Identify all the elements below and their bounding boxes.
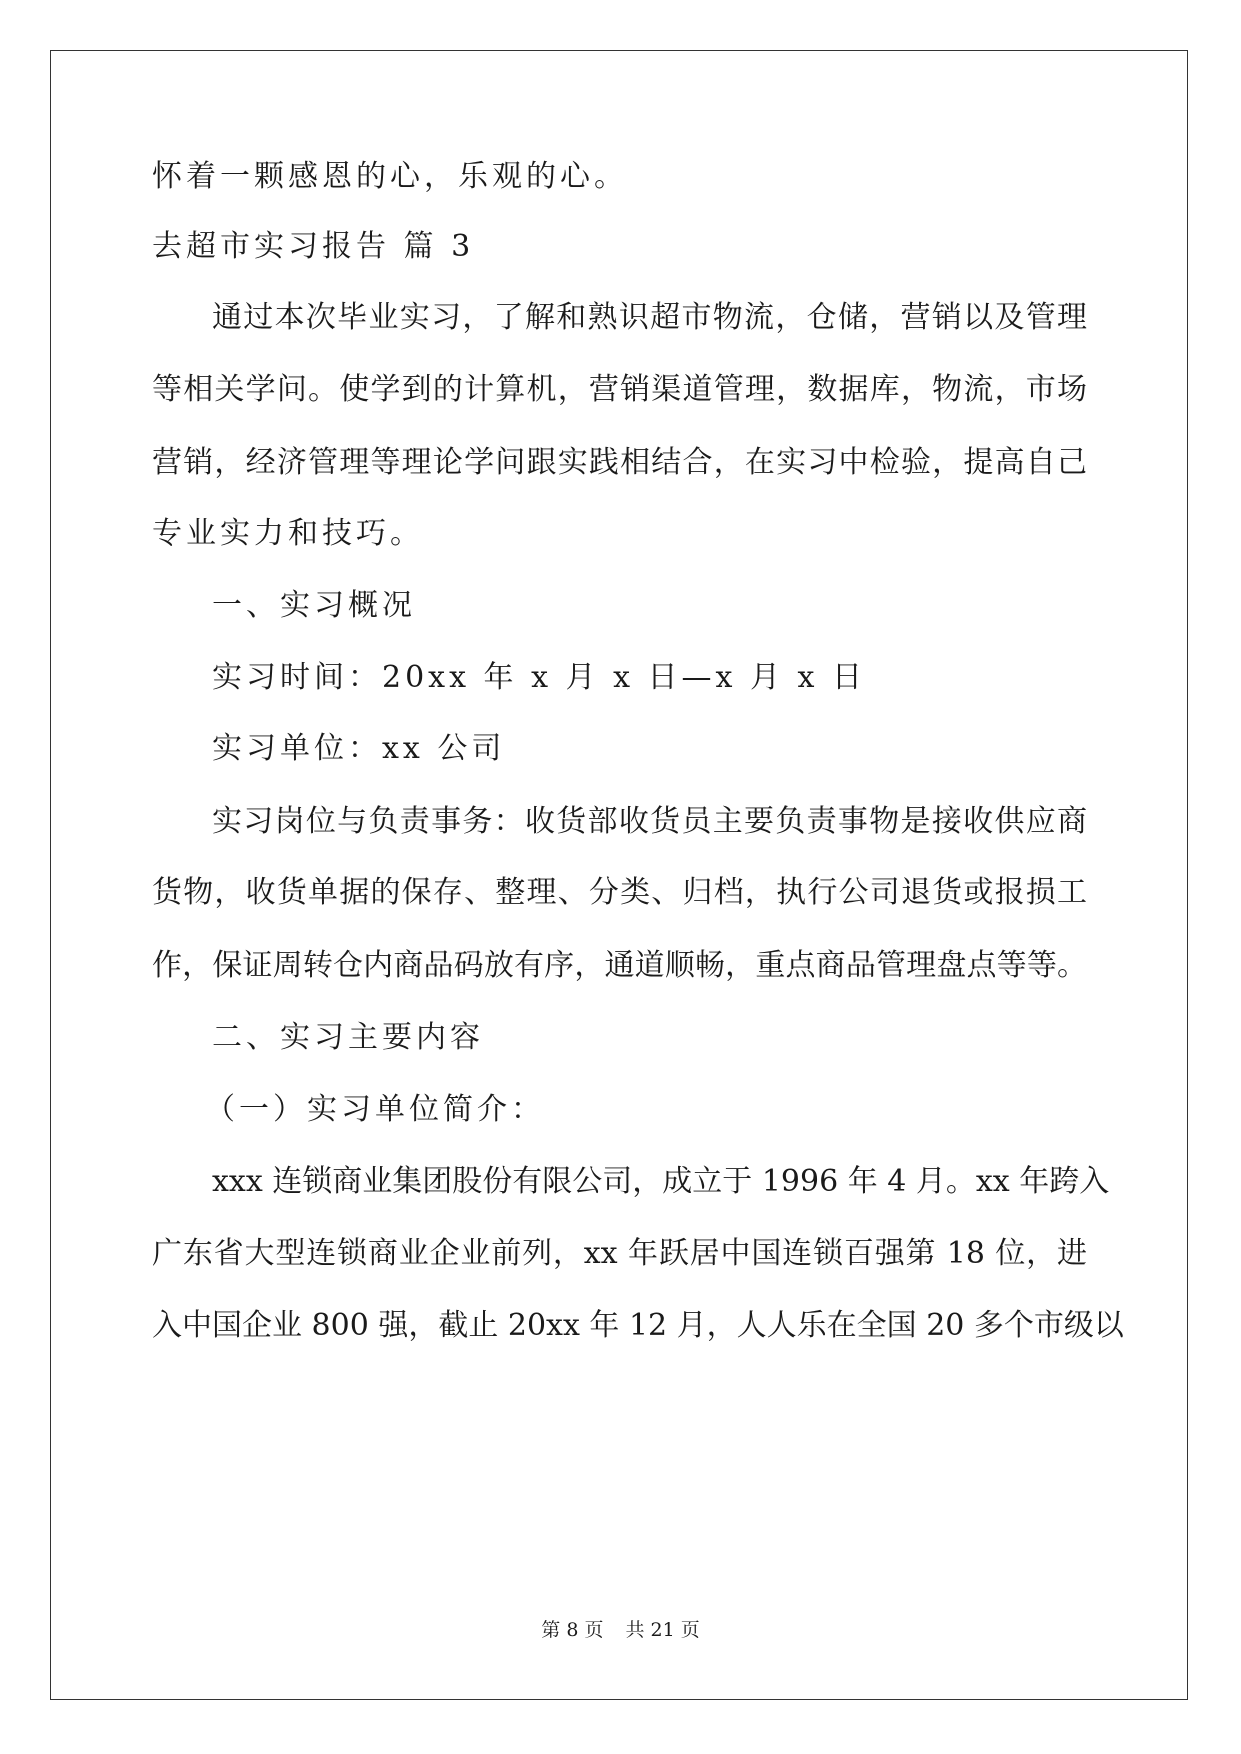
paragraph-line: xxx 连锁商业集团股份有限公司，成立于 1996 年 4 月。xx 年跨入: [212, 1164, 1110, 1199]
paragraph-line: 营销，经济管理等理论学问跟实践相结合，在实习中检验，提高自己: [152, 445, 1087, 480]
paragraph-line: 入中国企业 800 强，截止 20xx 年 12 月，人人乐在全国 20 多个市级以: [152, 1308, 1124, 1343]
page-total: 共 21 页: [625, 1619, 700, 1641]
paragraph-line: 实习时间：20xx 年 x 月 x 日—x 月 x 日: [212, 660, 866, 695]
paragraph-line: 专业实力和技巧。: [152, 516, 424, 551]
subsection-heading: 二、实习主要内容: [212, 1020, 484, 1055]
paragraph-line: 作，保证周转仓内商品码放有序，通道顺畅，重点商品管理盘点等等。: [152, 948, 1087, 983]
subsection-heading: 一、实习概况: [212, 588, 416, 623]
paragraph-line: 实习岗位与负责事务：收货部收货员主要负责事物是接收供应商: [212, 804, 1087, 839]
paragraph-line: 广东省大型连锁商业企业前列，xx 年跃居中国连锁百强第 18 位，进: [152, 1236, 1087, 1271]
paragraph-line: 怀着一颗感恩的心，乐观的心。: [152, 159, 628, 194]
page-footer: [0, 1618, 1241, 1642]
paragraph-line: 货物，收货单据的保存、整理、分类、归档，执行公司退货或报损工: [152, 875, 1087, 910]
subsection-heading: （一）实习单位简介：: [205, 1092, 545, 1127]
page-number: 第 8 页: [541, 1619, 604, 1641]
paragraph-line: 通过本次毕业实习，了解和熟识超市物流，仓储，营销以及管理: [212, 300, 1087, 335]
section-heading: 去超市实习报告 篇 3: [152, 229, 475, 264]
paragraph-line: 实习单位：xx 公司: [212, 731, 506, 766]
paragraph-line: 等相关学问。使学到的计算机，营销渠道管理，数据库，物流，市场: [152, 372, 1087, 407]
